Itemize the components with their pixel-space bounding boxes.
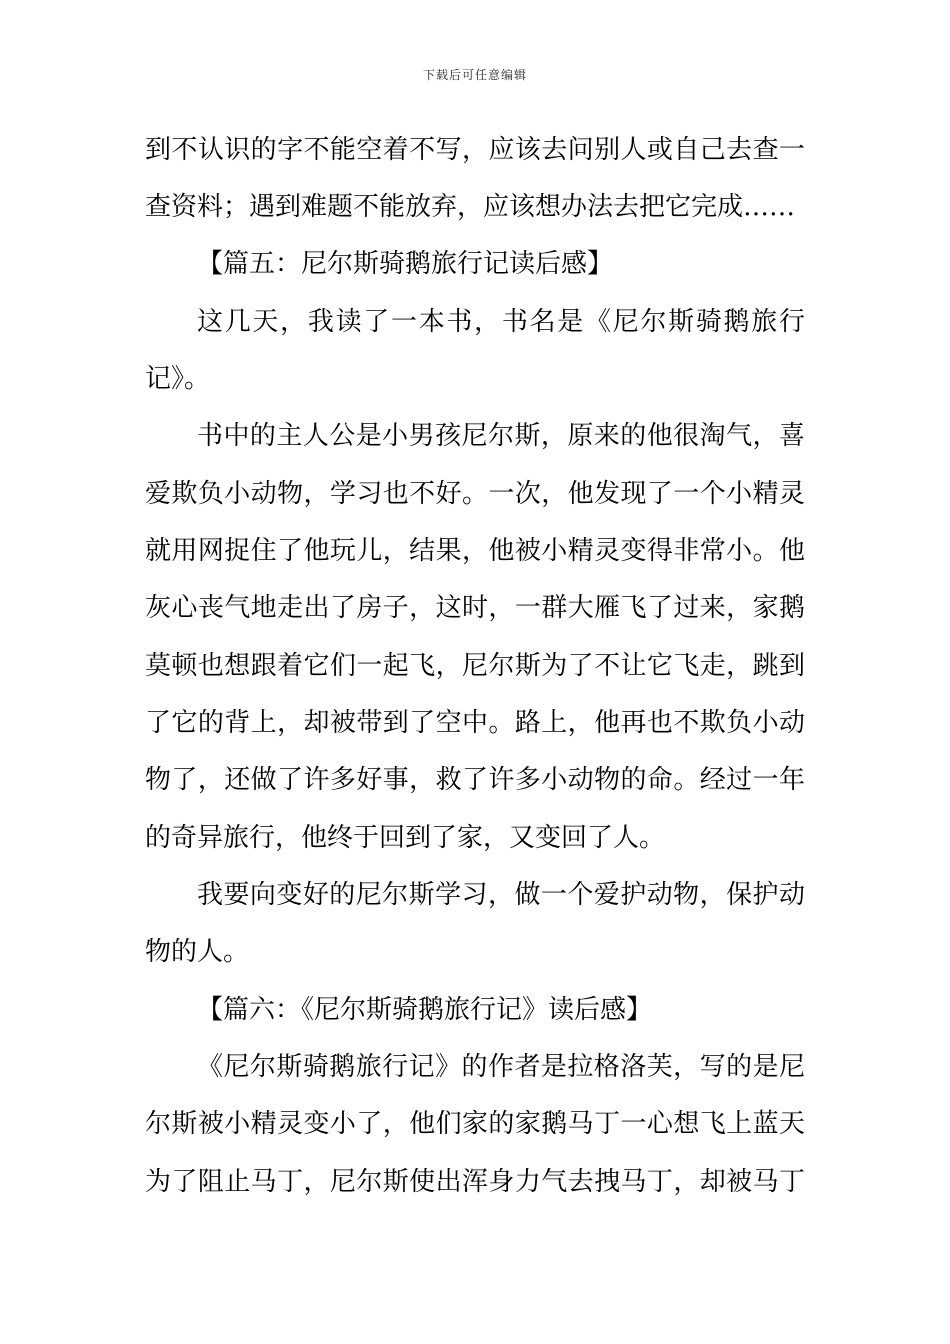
paragraph-line: 尔斯被小精灵变小了，他们家的家鹅马丁一心想飞上蓝天 <box>145 1109 805 1139</box>
paragraph-line: 我要向变好的尼尔斯学习，做一个爱护动物，保护动 <box>197 880 805 910</box>
paragraph-line: 书中的主人公是小男孩尼尔斯，原来的他很淘气，喜 <box>197 421 805 451</box>
paragraph-line: 莫顿也想跟着它们一起飞，尼尔斯为了不让它飞走，跳到 <box>145 651 805 681</box>
paragraph-line: 物的人。 <box>145 937 250 967</box>
paragraph-line: 这几天，我读了一本书，书名是《尼尔斯骑鹅旅行 <box>197 307 805 337</box>
section-heading-6: 【篇六：《尼尔斯骑鹅旅行记》读后感】 <box>197 995 653 1025</box>
paragraph-line: 到不认识的字不能空着不写，应该去问别人或自己去查一 <box>145 135 805 165</box>
paragraph-line: 为了阻止马丁，尼尔斯使出浑身力气去拽马丁，却被马丁 <box>145 1167 805 1197</box>
page-header: 下载后可任意编辑 <box>422 68 527 82</box>
paragraph-line: 记》。 <box>145 364 211 394</box>
section-heading-5: 【篇五：尼尔斯骑鹅旅行记读后感】 <box>197 249 614 279</box>
paragraph-line: 《尼尔斯骑鹅旅行记》的作者是拉格洛芙，写的是尼 <box>197 1052 805 1082</box>
paragraph-line: 就用网捉住了他玩儿，结果，他被小精灵变得非常小。他 <box>145 536 805 566</box>
paragraph-line: 的奇异旅行，他终于回到了家，又变回了人。 <box>145 823 666 853</box>
paragraph-line: 物了，还做了许多好事，救了许多小动物的命。经过一年 <box>145 765 805 795</box>
paragraph-line: 爱欺负小动物，学习也不好。一次，他发现了一个小精灵 <box>145 479 805 509</box>
paragraph-line: 了它的背上，却被带到了空中。路上，他再也不欺负小动 <box>145 708 805 738</box>
paragraph-line: 灰心丧气地走出了房子，这时，一群大雁飞了过来，家鹅 <box>145 593 805 623</box>
paragraph-line: 查资料；遇到难题不能放弃，应该想办法去把它完成…… <box>145 192 796 222</box>
